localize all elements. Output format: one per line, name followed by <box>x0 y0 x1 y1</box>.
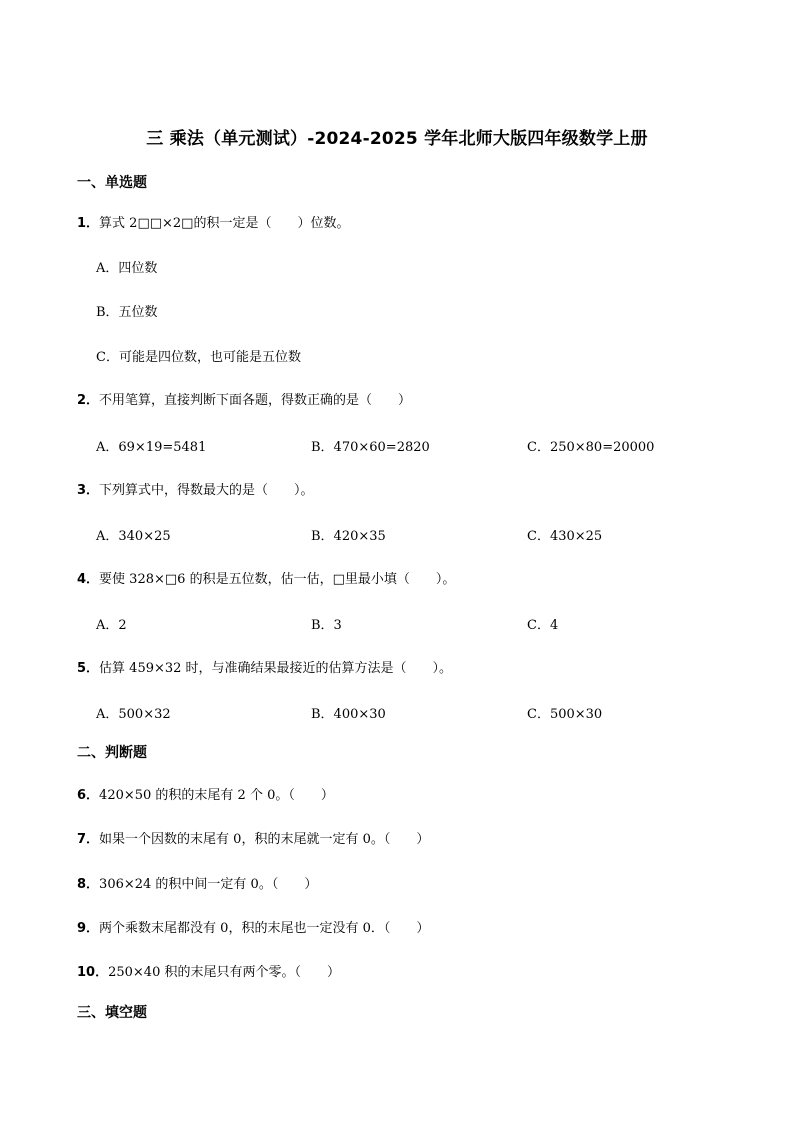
question-1 <box>77 212 349 231</box>
question-10 <box>77 961 340 980</box>
option-a: A．500×32 <box>96 707 171 722</box>
question-number: 4． <box>77 572 100 587</box>
option-b: B．3 <box>311 618 342 633</box>
question-text: 306×24 的积中间一定有 0。（ ） <box>99 877 318 892</box>
option-b: B．470×60=2820 <box>311 440 430 455</box>
question-7 <box>77 828 429 847</box>
question-6 <box>77 784 334 803</box>
option-c: C．430×25 <box>527 529 603 544</box>
question-4 <box>77 568 455 587</box>
question-text: 如果一个因数的末尾有 0，积的末尾就一定有 0。（ ） <box>99 832 430 847</box>
option-b: B．420×35 <box>311 529 386 544</box>
option-a: A．四位数 <box>96 261 158 276</box>
question-number: 9． <box>77 921 100 936</box>
question-text: 两个乘数末尾都没有 0，积的末尾也一定没有 0．（ ） <box>99 921 430 936</box>
option-c: C．250×80=20000 <box>527 440 655 455</box>
question-number: 6． <box>77 788 100 803</box>
page-title: 三 乘法（单元测试）-2024-2025 学年北师大版四年级数学上册 <box>146 129 648 149</box>
question-number: 10． <box>77 965 109 980</box>
question-9 <box>77 917 429 936</box>
option-b: B．五位数 <box>96 305 158 320</box>
option-c: C．4 <box>527 618 559 633</box>
option-c: C．500×30 <box>527 707 603 722</box>
question-number: 1． <box>77 216 100 231</box>
question-number: 7． <box>77 832 100 847</box>
question-3 <box>77 479 314 498</box>
option-a: A．2 <box>96 618 127 633</box>
question-text: 估算 459×32 时，与准确结果最接近的估算方法是（ ）。 <box>99 661 453 676</box>
section-heading-single-choice: 一、单选题 <box>77 175 147 191</box>
question-2 <box>77 389 411 408</box>
question-number: 3． <box>77 483 100 498</box>
option-a: A．340×25 <box>96 529 171 544</box>
question-text: 下列算式中，得数最大的是（ ）。 <box>99 483 314 498</box>
question-number: 8． <box>77 877 100 892</box>
question-text: 420×50 的积的末尾有 2 个 0。（ ） <box>99 788 334 803</box>
question-text: 要使 328×□6 的积是五位数，估一估，□里最小填（ ）。 <box>99 572 456 587</box>
question-text: 250×40 积的末尾只有两个零。（ ） <box>108 965 340 980</box>
section-heading-fill-in: 三、填空题 <box>77 1005 147 1021</box>
question-number: 2． <box>77 393 100 408</box>
option-b: B．400×30 <box>311 707 386 722</box>
option-c: C．可能是四位数，也可能是五位数 <box>96 350 301 365</box>
question-text: 算式 2□□×2□的积一定是（ ）位数。 <box>99 216 350 231</box>
section-heading-true-false: 二、判断题 <box>77 745 147 761</box>
option-a: A．69×19=5481 <box>96 440 207 455</box>
question-text: 不用笔算，直接判断下面各题，得数正确的是（ ） <box>99 393 412 408</box>
question-5 <box>77 657 452 676</box>
question-8 <box>77 873 317 892</box>
question-number: 5． <box>77 661 100 676</box>
